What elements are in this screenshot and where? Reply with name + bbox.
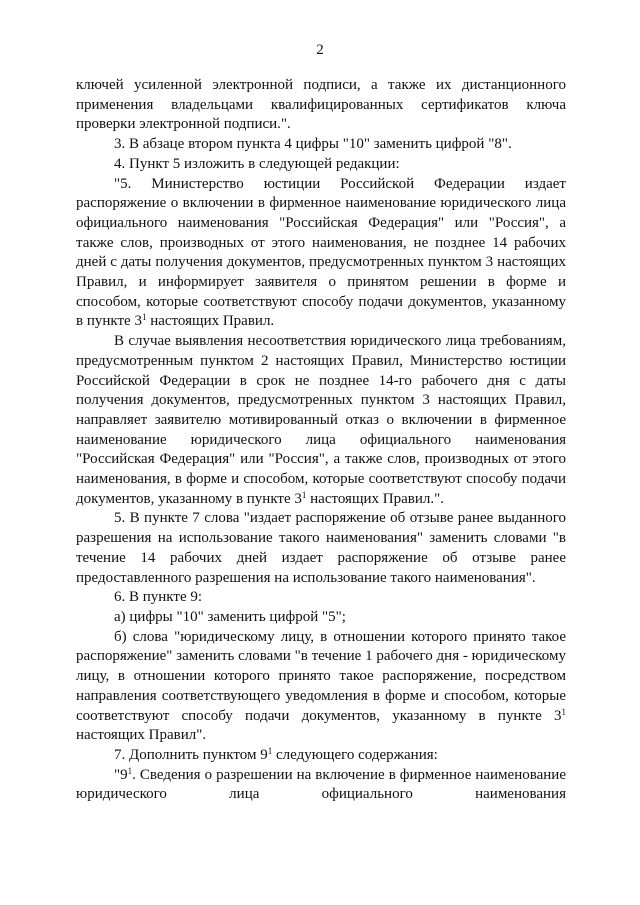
paragraph-clause-5-text: "5. Министерство юстиции Российской Федерации издает распоряжение о включении в фирменное наименование юридического лица официального наименования "Российская Федерация" или "Россия", а также слов, производных от этого наименования, не позднее 14 рабочих дней с даты получения документов, предусмотренных пунктом 3 настоящих Правил, и информирует заявителя о принятом решении в форме и способом, которые соответствуют способу подачи документов, указанному в пункте 3 [76, 175, 566, 330]
superscript: 1 [267, 745, 273, 756]
paragraph-clause-5-refusal [76, 332, 566, 509]
paragraph-6b-text: б) слова "юридическому лицу, в отношении которого принято такое распоряжение" заменить словами "в течение 1 рабочего дня - юридическому лицу, в отношении которого принято такое распоряжение, посредством направления соответствующего уведомления в форме и способом, которые соответствуют способу подачи документов, указанному в пункте 3 [76, 628, 566, 724]
superscript: 1 [127, 765, 133, 776]
paragraph-refusal-end: настоящих Правил.". [306, 490, 444, 507]
page-number: 2 [316, 42, 324, 58]
paragraph-item-7 [76, 746, 566, 766]
superscript: 1 [561, 706, 566, 717]
paragraph-6b-end: настоящих Правил". [76, 727, 207, 744]
superscript: 1 [301, 489, 307, 500]
paragraph-clause-5 [76, 175, 566, 333]
paragraph-item-6: 6. В пункте 9: [114, 589, 203, 606]
superscript: 1 [141, 312, 147, 323]
paragraph-item-6a: а) цифры "10" заменить цифрой "5"; [114, 608, 346, 625]
paragraph-clause-5-end: настоящих Правил. [146, 313, 275, 330]
paragraph-item-5: 5. В пункте 7 слова "издает распоряжение об отзыве ранее выданного разрешения на использование такого наименования" заменить словами "в течение 14 рабочих дней издает распоряжение об отзыве ранее предоставленного разрешения на использование такого наименования". [76, 510, 566, 586]
document-body [76, 76, 566, 805]
paragraph-item-6b [76, 628, 566, 746]
paragraph-continuation: ключей усиленной электронной подписи, а также их дистанционного применения владельцами квалифицированных сертификатов ключа проверки электронной подписи.". [76, 77, 566, 133]
paragraph-refusal-text: В случае выявления несоответствия юридического лица требованиям, предусмотренным пунктом 2 настоящих Правил, Министерство юстиции Российской Федерации в срок не позднее 14-го рабочего дня с даты получения документов, предусмотренных пунктом 3 настоящих Правил, направляет заявителю мотивированный отказ о включении в фирменное наименование юридического лица официального наименования "Российская Федерация" или "Россия", а также слов, производных от этого наименования, в форме и способом, которые соответствуют способу подачи документов, указанному в пункте 3 [76, 333, 566, 507]
paragraph-7-text: 7. Дополнить пунктом 9 [114, 746, 268, 763]
paragraph-7-end: следующего содержания: [272, 746, 438, 763]
paragraph-clause-9-1 [76, 766, 566, 805]
paragraph-9-1-text: "9 [114, 766, 128, 783]
paragraph-item-4: 4. Пункт 5 изложить в следующей редакции: [114, 155, 400, 172]
paragraph-9-1-end: . Сведения о разрешении на включение в фирменное наименование юридического лица официального наименования [76, 766, 566, 803]
paragraph-item-3: 3. В абзаце втором пункта 4 цифры "10" заменить цифрой "8". [114, 136, 512, 153]
